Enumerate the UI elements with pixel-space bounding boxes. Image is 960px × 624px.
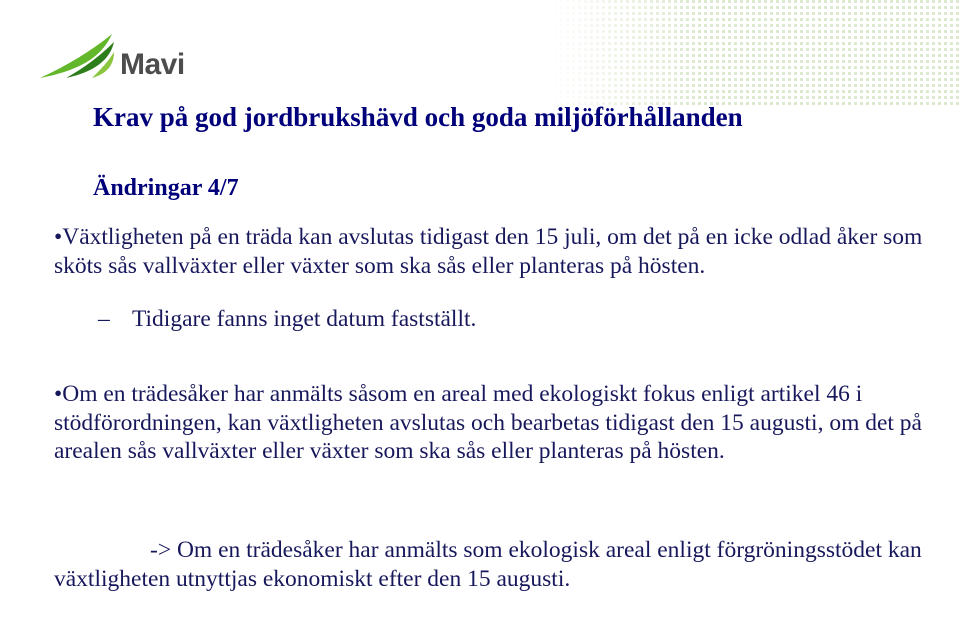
mavi-logo-text: Mavi xyxy=(120,48,185,81)
corner-pattern xyxy=(548,0,960,106)
sub-bullet-1-text: Tidigare fanns inget datum fastställt. xyxy=(132,306,477,332)
bullet-1: •Växtligheten på en träda kan avslutas tidigast den 15 juli, om det på en icke odlad åker som sköts sås vallväxter eller växter som ska sås eller planteras på hösten. xyxy=(54,224,923,279)
slide-title: Krav på god jordbrukshävd och goda miljöförhållanden xyxy=(93,102,743,132)
arrow-note xyxy=(54,536,934,594)
slide-subtitle: Ändringar 4/7 xyxy=(93,175,239,201)
dash-marker: – xyxy=(98,306,110,332)
sub-bullet-1 xyxy=(98,305,898,334)
arrow-note-text: -> Om en trädesåker har anmälts som ekologisk areal enligt förgröningsstödet kan växtligheten utnyttjas ekonomiskt efter den 15 augusti. xyxy=(54,537,922,592)
bullet-2: •Om en trädesåker har anmälts såsom en areal med ekologiskt fokus enligt artikel 46 i stödförordningen, kan växtligheten avslutas och bearbetas tidigast den 15 augusti, om det på arealen sås vallväxter eller växter som ska sås eller planteras på hösten. xyxy=(54,381,922,464)
